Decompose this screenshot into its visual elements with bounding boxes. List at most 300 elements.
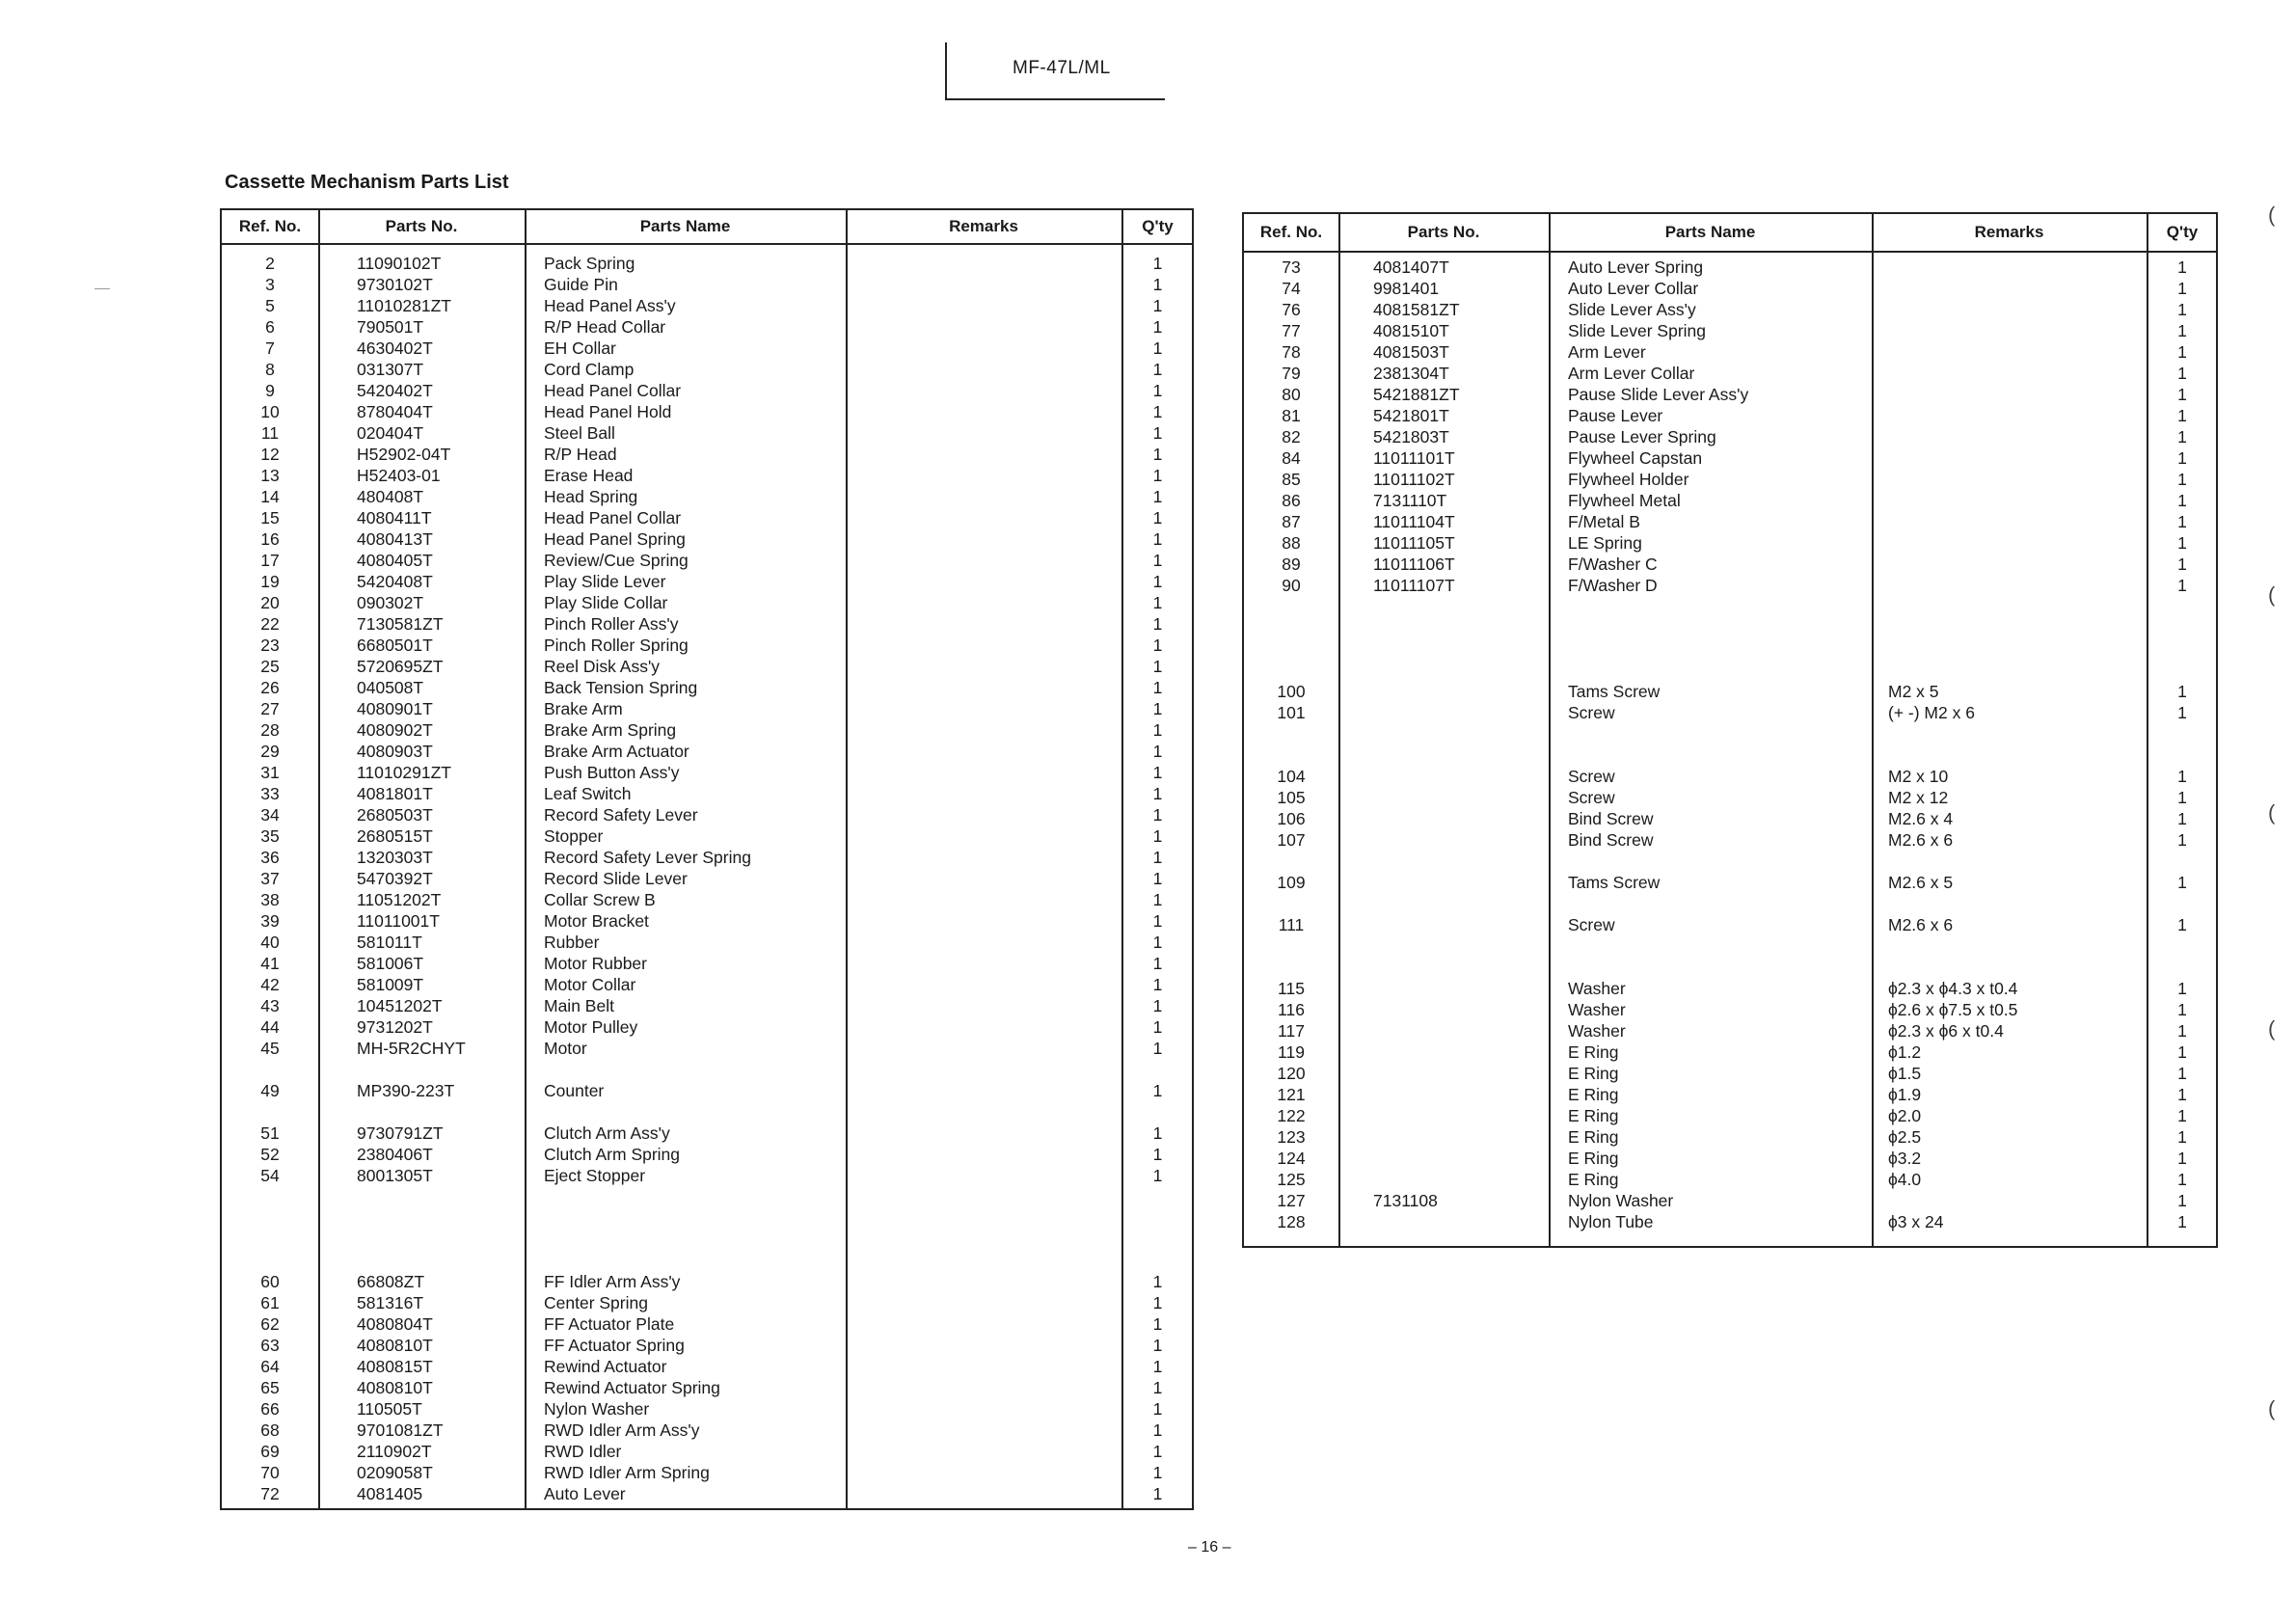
- cell-ref: 2: [265, 254, 275, 273]
- cell-qty: 1: [1152, 636, 1163, 655]
- cell-name: Pause Lever Spring: [1568, 427, 1716, 446]
- cell-remarks: ϕ2.0: [1888, 1106, 1922, 1125]
- cell-qty: 1: [2177, 1149, 2187, 1168]
- cell-part: 581009T: [357, 975, 424, 994]
- cell-name: Head Panel Hold: [544, 402, 672, 421]
- cell-part: 4080804T: [357, 1314, 433, 1334]
- cell-ref: 33: [260, 784, 280, 803]
- cell-name: E Ring: [1568, 1170, 1619, 1189]
- cell-qty: 1: [2177, 512, 2187, 531]
- cell-part: 2380406T: [357, 1145, 433, 1164]
- cell-qty: 1: [1152, 551, 1163, 570]
- cell-part: 11010291ZT: [357, 763, 451, 782]
- cell-part: 10451202T: [357, 996, 443, 1015]
- cell-name: Head Panel Collar: [544, 508, 682, 527]
- cell-name: Erase Head: [544, 466, 634, 485]
- cell-ref: 64: [260, 1357, 280, 1376]
- cell-part: 4630402T: [357, 338, 433, 358]
- cell-qty: 1: [2177, 1021, 2187, 1041]
- cell-name: Record Slide Lever: [544, 869, 688, 888]
- cell-ref: 45: [260, 1039, 280, 1058]
- cell-qty: 1: [1152, 954, 1163, 973]
- cell-part: 5420408T: [357, 572, 433, 591]
- cell-name: EH Collar: [544, 338, 616, 358]
- cell-qty: 1: [2177, 915, 2187, 934]
- cell-ref: 31: [260, 763, 280, 782]
- cell-qty: 1: [1152, 1420, 1163, 1440]
- cell-qty: 1: [1152, 784, 1163, 803]
- cell-ref: 87: [1282, 512, 1301, 531]
- cell-part: 5720695ZT: [357, 657, 444, 676]
- cell-part: 11010281ZT: [357, 296, 451, 315]
- cell-qty: 1: [2177, 1170, 2187, 1189]
- cell-qty: 1: [2177, 1106, 2187, 1125]
- cell-qty: 1: [1152, 826, 1163, 846]
- cell-part: 11011102T: [1373, 470, 1455, 489]
- cell-qty: 1: [2177, 979, 2187, 998]
- cell-name: Steel Ball: [544, 423, 615, 443]
- cell-ref: 39: [260, 911, 280, 931]
- cell-qty: 1: [2177, 342, 2187, 362]
- cell-remarks: ϕ1.9: [1888, 1085, 1922, 1104]
- cell-name: Tams Screw: [1568, 873, 1661, 892]
- cell-part: 6680501T: [357, 636, 433, 655]
- cell-ref: 54: [260, 1166, 280, 1185]
- cell-ref: 68: [260, 1420, 280, 1440]
- cell-name: Motor Rubber: [544, 954, 647, 973]
- cell-part: 031307T: [357, 360, 424, 379]
- cell-part: 9981401: [1373, 279, 1440, 298]
- cell-name: Head Spring: [544, 487, 638, 506]
- cell-name: Brake Arm Actuator: [544, 742, 689, 761]
- cell-qty: 1: [2177, 364, 2187, 383]
- cell-name: Back Tension Spring: [544, 678, 698, 697]
- cell-name: Brake Arm Spring: [544, 720, 677, 740]
- cell-ref: 20: [260, 593, 280, 612]
- cell-ref: 85: [1282, 470, 1301, 489]
- cell-qty: 1: [1152, 466, 1163, 485]
- cell-name: Pack Spring: [544, 254, 635, 273]
- cell-qty: 1: [1152, 720, 1163, 740]
- cell-qty: 1: [1152, 742, 1163, 761]
- cell-name: Rewind Actuator: [544, 1357, 667, 1376]
- cell-name: Washer: [1568, 1000, 1626, 1019]
- cell-name: F/Washer C: [1568, 555, 1658, 574]
- cell-ref: 41: [260, 954, 280, 973]
- cell-remarks: ϕ3 x 24: [1888, 1212, 1944, 1231]
- cell-name: Nylon Tube: [1568, 1212, 1654, 1231]
- cell-name: F/Washer D: [1568, 576, 1658, 595]
- cell-ref: 100: [1277, 682, 1306, 701]
- cell-part: 0209058T: [357, 1463, 433, 1482]
- margin-bracket: (: [2268, 800, 2276, 825]
- cell-name: Screw: [1568, 767, 1615, 786]
- cell-ref: 69: [260, 1442, 280, 1461]
- cell-qty: 1: [2177, 788, 2187, 807]
- cell-ref: 90: [1282, 576, 1301, 595]
- cell-part: 66808ZT: [357, 1272, 425, 1291]
- cell-name: Washer: [1568, 1021, 1626, 1041]
- cell-ref: 82: [1282, 427, 1301, 446]
- cell-ref: 15: [260, 508, 280, 527]
- cell-ref: 124: [1277, 1149, 1306, 1168]
- parts-table-right: [1242, 212, 2218, 1248]
- cell-qty: 1: [2177, 1191, 2187, 1210]
- cell-part: 581006T: [357, 954, 424, 973]
- cell-remarks: ϕ1.5: [1888, 1064, 1922, 1083]
- cell-ref: 88: [1282, 533, 1301, 553]
- cell-qty: 1: [1152, 572, 1163, 591]
- cell-name: Slide Lever Ass'y: [1568, 300, 1696, 319]
- cell-qty: 1: [2177, 300, 2187, 319]
- cell-qty: 1: [1152, 1463, 1163, 1482]
- cell-qty: 1: [1152, 1484, 1163, 1503]
- cell-ref: 3: [265, 275, 275, 294]
- model-number: MF-47L/ML: [1013, 58, 1111, 78]
- cell-qty: 1: [1152, 508, 1163, 527]
- cell-ref: 115: [1278, 979, 1305, 998]
- cell-remarks: M2 x 5: [1888, 682, 1939, 701]
- cell-part: 581316T: [357, 1293, 424, 1312]
- cell-name: Arm Lever Collar: [1568, 364, 1695, 383]
- cell-part: 8780404T: [357, 402, 433, 421]
- cell-name: Motor: [544, 1039, 587, 1058]
- cell-ref: 77: [1282, 321, 1301, 340]
- cell-qty: 1: [1152, 1293, 1163, 1312]
- cell-name: E Ring: [1568, 1106, 1619, 1125]
- cell-name: Guide Pin: [544, 275, 618, 294]
- cell-ref: 111: [1278, 915, 1305, 934]
- cell-qty: 1: [1152, 996, 1163, 1015]
- cell-qty: 1: [1152, 338, 1163, 358]
- cell-name: Center Spring: [544, 1293, 648, 1312]
- cell-qty: 1: [1152, 763, 1163, 782]
- cell-part: 790501T: [357, 317, 424, 337]
- cell-qty: 1: [1152, 699, 1163, 718]
- cell-name: Review/Cue Spring: [544, 551, 689, 570]
- margin-bracket: (: [2268, 1016, 2276, 1041]
- cell-name: Nylon Washer: [1568, 1191, 1674, 1210]
- cell-part: 4080902T: [357, 720, 433, 740]
- cell-remarks: M2.6 x 6: [1888, 915, 1954, 934]
- cell-name: Arm Lever: [1568, 342, 1646, 362]
- cell-ref: 11: [260, 423, 280, 443]
- cell-name: FF Actuator Spring: [544, 1336, 685, 1355]
- cell-name: Rewind Actuator Spring: [544, 1378, 720, 1397]
- cell-ref: 8: [265, 360, 275, 379]
- cell-remarks: ϕ2.3 x ϕ4.3 x t0.4: [1888, 979, 2018, 998]
- cell-qty: 1: [2177, 1000, 2187, 1019]
- cell-name: Push Button Ass'y: [544, 763, 680, 782]
- cell-part: 11011101T: [1373, 448, 1455, 468]
- cell-ref: 84: [1282, 448, 1301, 468]
- cell-ref: 5: [265, 296, 275, 315]
- cell-qty: 1: [1152, 445, 1163, 464]
- cell-part: 8001305T: [357, 1166, 433, 1185]
- cell-qty: 1: [1152, 1399, 1163, 1419]
- cell-qty: 1: [2177, 830, 2187, 850]
- cell-name: E Ring: [1568, 1085, 1619, 1104]
- cell-qty: 1: [2177, 703, 2187, 722]
- cell-name: Play Slide Lever: [544, 572, 666, 591]
- cell-ref: 74: [1282, 279, 1301, 298]
- cell-ref: 60: [260, 1272, 280, 1291]
- cell-qty: 1: [2177, 767, 2187, 786]
- cell-remarks: M2.6 x 4: [1888, 809, 1954, 828]
- cell-remarks: ϕ2.5: [1888, 1127, 1922, 1147]
- cell-qty: 1: [2177, 873, 2187, 892]
- cell-name: Tams Screw: [1568, 682, 1661, 701]
- cell-qty: 1: [1152, 1378, 1163, 1397]
- cell-part: 5421881ZT: [1373, 385, 1460, 404]
- cell-qty: 1: [1152, 423, 1163, 443]
- cell-ref: 70: [260, 1463, 280, 1482]
- cell-ref: 40: [260, 933, 280, 952]
- cell-part: 5470392T: [357, 869, 433, 888]
- cell-name: E Ring: [1568, 1127, 1619, 1147]
- cell-ref: 78: [1282, 342, 1301, 362]
- header-qty: Q'ty: [2166, 223, 2199, 241]
- cell-name: Head Panel Ass'y: [544, 296, 676, 315]
- cell-qty: 1: [2177, 533, 2187, 553]
- cell-name: Record Safety Lever: [544, 805, 698, 825]
- cell-qty: 1: [2177, 321, 2187, 340]
- cell-ref: 79: [1282, 364, 1301, 383]
- cell-qty: 1: [2177, 1064, 2187, 1083]
- cell-qty: 1: [1152, 933, 1163, 952]
- cell-qty: 1: [2177, 406, 2187, 425]
- cell-ref: 62: [260, 1314, 280, 1334]
- cell-ref: 36: [260, 848, 280, 867]
- cell-name: Nylon Washer: [544, 1399, 650, 1419]
- cell-ref: 19: [260, 572, 280, 591]
- cell-qty: 1: [1152, 869, 1163, 888]
- header-parts-no: Parts No.: [385, 217, 458, 235]
- cell-name: Pause Slide Lever Ass'y: [1568, 385, 1749, 404]
- cell-name: Auto Lever Spring: [1568, 257, 1704, 277]
- cell-ref: 120: [1277, 1064, 1306, 1083]
- cell-name: F/Metal B: [1568, 512, 1640, 531]
- cell-ref: 17: [260, 551, 280, 570]
- cell-part: H52902-04T: [357, 445, 451, 464]
- header-ref-no: Ref. No.: [1259, 223, 1323, 241]
- page-title: Cassette Mechanism Parts List: [225, 172, 509, 193]
- cell-ref: 105: [1277, 788, 1306, 807]
- cell-qty: 1: [2177, 448, 2187, 468]
- cell-qty: 1: [1152, 529, 1163, 549]
- cell-part: 4081405: [357, 1484, 423, 1503]
- cell-name: RWD Idler: [544, 1442, 622, 1461]
- cell-ref: 10: [260, 402, 280, 421]
- cell-ref: 7: [265, 338, 275, 358]
- cell-part: 11011106T: [1373, 555, 1455, 574]
- cell-ref: 101: [1277, 703, 1306, 722]
- margin-bracket: (: [2268, 1396, 2276, 1420]
- cell-part: 4081581ZT: [1373, 300, 1460, 319]
- cell-qty: 1: [1152, 1145, 1163, 1164]
- cell-ref: 73: [1282, 257, 1301, 277]
- cell-qty: 1: [1152, 317, 1163, 337]
- cell-ref: 27: [260, 699, 280, 718]
- cell-name: Screw: [1568, 915, 1615, 934]
- cell-qty: 1: [1152, 848, 1163, 867]
- cell-qty: 1: [2177, 1127, 2187, 1147]
- cell-ref: 66: [260, 1399, 280, 1419]
- cell-part: 7131108: [1373, 1191, 1438, 1210]
- cell-ref: 25: [260, 657, 280, 676]
- cell-qty: 1: [2177, 470, 2187, 489]
- cell-part: 7130581ZT: [357, 614, 444, 634]
- cell-qty: 1: [1152, 678, 1163, 697]
- cell-ref: 52: [260, 1145, 280, 1164]
- cell-name: E Ring: [1568, 1042, 1619, 1062]
- cell-remarks: ϕ2.3 x ϕ6 x t0.4: [1888, 1021, 2004, 1041]
- cell-part: 4080810T: [357, 1336, 433, 1355]
- cell-qty: 1: [2177, 385, 2187, 404]
- cell-part: 020404T: [357, 423, 424, 443]
- cell-name: Bind Screw: [1568, 809, 1654, 828]
- cell-qty: 1: [1152, 593, 1163, 612]
- cell-ref: 127: [1277, 1191, 1306, 1210]
- cell-qty: 1: [1152, 1357, 1163, 1376]
- cell-qty: 1: [2177, 576, 2187, 595]
- cell-ref: 35: [260, 826, 280, 846]
- cell-part: 480408T: [357, 487, 424, 506]
- cell-part: 4080405T: [357, 551, 433, 570]
- cell-name: E Ring: [1568, 1149, 1619, 1168]
- cell-ref: 89: [1282, 555, 1301, 574]
- cell-name: Slide Lever Spring: [1568, 321, 1706, 340]
- cell-qty: 1: [2177, 1085, 2187, 1104]
- cell-qty: 1: [2177, 682, 2187, 701]
- cell-name: Head Panel Spring: [544, 529, 686, 549]
- cell-name: Main Belt: [544, 996, 614, 1015]
- cell-name: RWD Idler Arm Spring: [544, 1463, 710, 1482]
- cell-ref: 12: [260, 445, 280, 464]
- cell-part: 4081503T: [1373, 342, 1449, 362]
- cell-ref: 37: [260, 869, 280, 888]
- cell-remarks: M2 x 12: [1888, 788, 1949, 807]
- cell-ref: 29: [260, 742, 280, 761]
- cell-ref: 122: [1277, 1106, 1306, 1125]
- cell-part: 2381304T: [1373, 364, 1449, 383]
- cell-name: Washer: [1568, 979, 1626, 998]
- cell-name: Record Safety Lever Spring: [544, 848, 751, 867]
- cell-part: 4081510T: [1373, 321, 1449, 340]
- cell-part: 5421801T: [1373, 406, 1449, 425]
- page-number: – 16 –: [1188, 1539, 1231, 1555]
- cell-remarks: (+ -) M2 x 6: [1888, 703, 1975, 722]
- header-remarks: Remarks: [949, 217, 1018, 235]
- cell-name: Eject Stopper: [544, 1166, 646, 1185]
- cell-part: MP390-223T: [357, 1081, 455, 1100]
- cell-name: Head Panel Collar: [544, 381, 682, 400]
- header-parts-name: Parts Name: [639, 217, 731, 235]
- cell-qty: 1: [1152, 1314, 1163, 1334]
- cell-qty: 1: [1152, 1081, 1163, 1100]
- cell-part: 11011105T: [1373, 533, 1455, 553]
- cell-name: FF Actuator Plate: [544, 1314, 675, 1334]
- cell-part: H52403-01: [357, 466, 441, 485]
- cell-part: 5421803T: [1373, 427, 1449, 446]
- cell-qty: 1: [1152, 402, 1163, 421]
- cell-qty: 1: [1152, 1017, 1163, 1037]
- cell-qty: 1: [1152, 1166, 1163, 1185]
- cell-name: RWD Idler Arm Ass'y: [544, 1420, 700, 1440]
- cell-name: Motor Bracket: [544, 911, 649, 931]
- margin-mark: [95, 288, 110, 289]
- header-parts-no: Parts No.: [1407, 223, 1480, 241]
- cell-name: Pause Lever: [1568, 406, 1663, 425]
- cell-part: 4080903T: [357, 742, 433, 761]
- cell-qty: 1: [1152, 1442, 1163, 1461]
- cell-ref: 14: [260, 487, 280, 506]
- cell-name: R/P Head Collar: [544, 317, 666, 337]
- cell-name: Auto Lever Collar: [1568, 279, 1699, 298]
- cell-ref: 28: [260, 720, 280, 740]
- cell-ref: 107: [1277, 830, 1306, 850]
- cell-qty: 1: [1152, 275, 1163, 294]
- margin-bracket: (: [2268, 203, 2276, 227]
- header-remarks: Remarks: [1974, 223, 2044, 241]
- cell-part: 4080815T: [357, 1357, 433, 1376]
- cell-part: 9701081ZT: [357, 1420, 444, 1440]
- cell-name: Clutch Arm Ass'y: [544, 1123, 670, 1143]
- cell-ref: 38: [260, 890, 280, 909]
- cell-ref: 117: [1278, 1021, 1305, 1041]
- cell-ref: 49: [260, 1081, 280, 1100]
- cell-name: Stopper: [544, 826, 604, 846]
- margin-bracket: (: [2268, 582, 2276, 607]
- cell-qty: 1: [2177, 257, 2187, 277]
- cell-ref: 22: [260, 614, 280, 634]
- cell-part: 2680503T: [357, 805, 433, 825]
- cell-name: Play Slide Collar: [544, 593, 668, 612]
- cell-ref: 65: [260, 1378, 280, 1397]
- cell-part: 7131110T: [1373, 491, 1447, 510]
- cell-part: 4080413T: [357, 529, 433, 549]
- cell-name: R/P Head: [544, 445, 617, 464]
- cell-name: Brake Arm: [544, 699, 623, 718]
- cell-part: 11051202T: [357, 890, 442, 909]
- cell-part: 4081801T: [357, 784, 433, 803]
- cell-ref: 80: [1282, 385, 1301, 404]
- cell-qty: 1: [1152, 911, 1163, 931]
- cell-name: Counter: [544, 1081, 605, 1100]
- cell-name: Flywheel Metal: [1568, 491, 1681, 510]
- cell-qty: 1: [1152, 614, 1163, 634]
- cell-qty: 1: [1152, 1123, 1163, 1143]
- cell-qty: 1: [2177, 491, 2187, 510]
- cell-ref: 63: [260, 1336, 280, 1355]
- cell-part: 11090102T: [357, 254, 442, 273]
- cell-qty: 1: [1152, 254, 1163, 273]
- cell-name: Collar Screw B: [544, 890, 656, 909]
- cell-name: Flywheel Capstan: [1568, 448, 1703, 468]
- cell-remarks: ϕ2.6 x ϕ7.5 x t0.5: [1888, 1000, 2018, 1019]
- cell-ref: 81: [1282, 406, 1301, 425]
- cell-name: Bind Screw: [1568, 830, 1654, 850]
- cell-qty: 1: [2177, 427, 2187, 446]
- cell-name: LE Spring: [1568, 533, 1642, 553]
- cell-name: Auto Lever: [544, 1484, 626, 1503]
- cell-ref: 61: [260, 1293, 280, 1312]
- cell-ref: 16: [260, 529, 280, 549]
- cell-part: 9730791ZT: [357, 1123, 444, 1143]
- cell-ref: 44: [260, 1017, 280, 1037]
- cell-part: 2680515T: [357, 826, 433, 846]
- cell-part: 110505T: [357, 1399, 422, 1419]
